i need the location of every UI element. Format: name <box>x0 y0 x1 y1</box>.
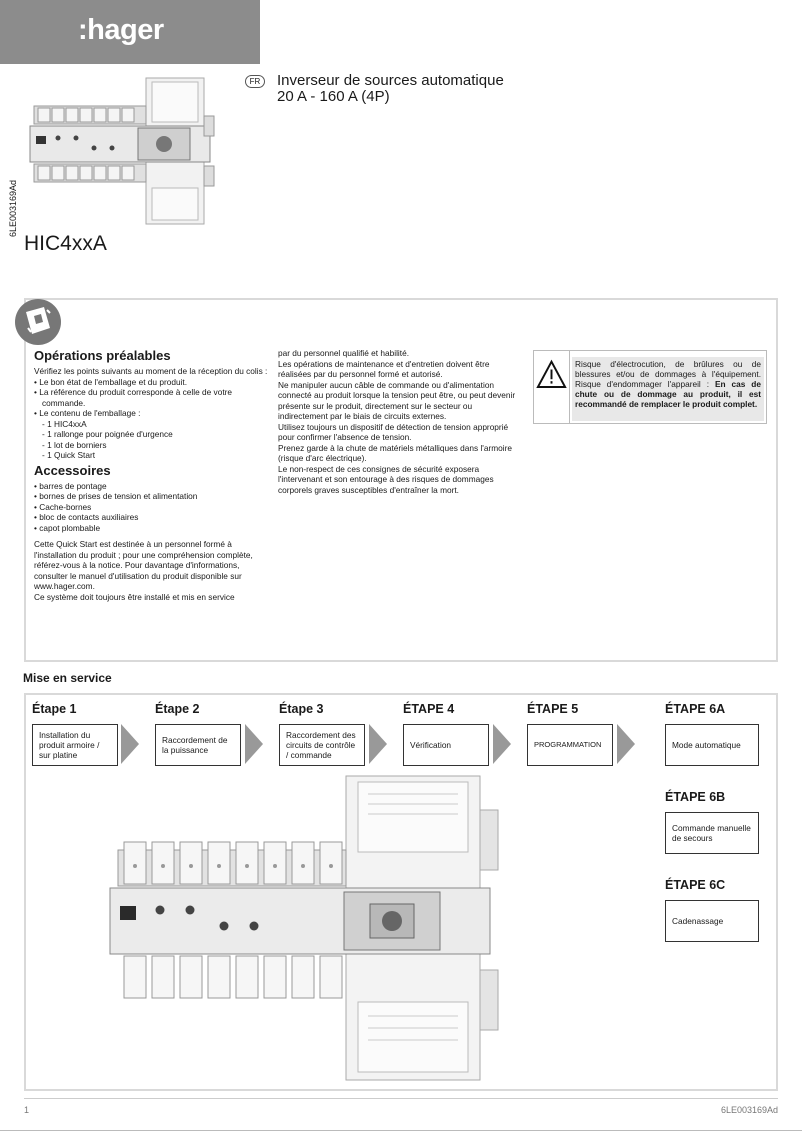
step-5-box: PROGRAMMATION <box>527 724 613 766</box>
step-3-title: Étape 3 <box>279 702 324 716</box>
prelim-intro: Vérifiez les points suivants au moment de la réception du colis : <box>34 366 268 376</box>
footer-divider <box>24 1098 778 1099</box>
warning-triangle-icon <box>534 351 570 423</box>
column-prelim <box>34 348 270 602</box>
check-item: • La référence du produit corresponde à celle de votre commande. <box>34 387 233 408</box>
product-image-large <box>108 770 538 1082</box>
warning-text: Risque d'électrocution, de brûlures ou de blessures et/ou de dommages à l'équipement. Risque d'endommager l'appareil : En cas de chute ou de dommage au produit, il est recommandé de remplacer le produit complet. <box>572 357 764 421</box>
product-image-small <box>28 76 228 226</box>
step-1-title: Étape 1 <box>32 702 77 716</box>
document-reference: 6LE003169Ad <box>720 1105 778 1115</box>
vertical-doc-code: 6LE003169Ad <box>8 179 18 237</box>
model-name: HIC4xxA <box>24 232 107 255</box>
step-2-box: Raccordement de la puissance <box>155 724 241 766</box>
arrow-icon <box>617 724 635 764</box>
accessory-item: • barres de pontage <box>34 480 107 491</box>
content-item: - 1 Quick Start <box>42 450 96 460</box>
brand-bar <box>0 0 260 64</box>
step-2-title: Étape 2 <box>155 702 200 716</box>
content-item: - 1 rallonge pour poignée d'urgence <box>42 429 173 439</box>
step-6a-title: ÉTAPE 6A <box>665 702 726 716</box>
safety-paragraph: Prenez garde à la chute de matériels métalliques dans l'armoire (risque d'arc électrique). <box>278 442 513 463</box>
content-item: - 1 HIC4xxA <box>42 418 87 429</box>
arrow-icon <box>369 724 387 764</box>
safety-paragraph: Les opérations de maintenance et d'entretien doivent être réalisées par du personnel formé et autorisé. <box>278 358 490 379</box>
quickstart-paragraph: Cette Quick Start est destinée à un personnel formé à l'installation du produit ; pour une compréhension complète, référez-vous à la notice. Pour davantage d'informations, consulter le manuel d'utilisation du produit disponible sur www.hager.com. <box>34 539 253 591</box>
step-6c-title: ÉTAPE 6C <box>665 878 726 892</box>
column-safety <box>278 348 524 495</box>
accessory-item: • bornes de prises de tension et alimentation <box>34 491 198 501</box>
safety-paragraph: Le non-respect de ces consignes de sécurité exposera l'intervenant et son entourage à des risques de dommages corporels graves susceptibles d'entraîner la mort. <box>278 463 494 495</box>
content-item: - 1 lot de borniers <box>42 439 107 450</box>
arrow-icon <box>121 724 139 764</box>
arrow-icon <box>493 724 511 764</box>
page-title: Inverseur de sources automatique 20 A - 160 A (4P) <box>277 72 504 105</box>
accessory-item: • bloc de contacts auxiliaires <box>34 512 139 522</box>
step-6b-title: ÉTAPE 6B <box>665 790 726 804</box>
accessories-heading: Accessoires <box>34 462 111 478</box>
section-heading: Mise en service <box>23 671 112 685</box>
accessory-item: • capot plombable <box>34 522 101 533</box>
step-3-box: Raccordement des circuits de contrôle / commande <box>279 724 365 766</box>
step-5-title: ÉTAPE 5 <box>527 702 579 716</box>
install-paragraph: Ce système doit toujours être installé et mis en service <box>34 591 235 602</box>
safety-paragraph: Utilisez toujours un dispositif de détection de tension approprié pour confirmer l'absence de tension. <box>278 421 509 442</box>
check-item: • Le contenu de l'emballage : <box>34 408 141 418</box>
language-badge: FR <box>245 75 265 88</box>
page-edge <box>0 1130 802 1131</box>
step-6b-box: Commande manuelle de secours <box>665 812 759 854</box>
arrow-icon <box>245 724 263 764</box>
step-6a-box: Mode automatique <box>665 724 759 766</box>
warning-box <box>533 350 767 424</box>
accessory-item: • Cache-bornes <box>34 501 92 512</box>
product-box-icon <box>14 298 62 346</box>
page-number: 1 <box>24 1105 30 1115</box>
step-6c-box: Cadenassage <box>665 900 759 942</box>
prelim-heading: Opérations préalables <box>34 348 171 363</box>
safety-paragraph: Ne manipuler aucun câble de commande ou d'alimentation connecté au produit lorsque la tension peut être, ou peut devenir présente sur le produit, directement sur le secteur ou indirectement par le biais de circuits externes. <box>278 379 516 421</box>
hager-logo: :hager <box>78 14 164 46</box>
safety-paragraph: par du personnel qualifié et habilité. <box>278 348 409 358</box>
step-4-title: ÉTAPE 4 <box>403 702 455 716</box>
step-1-box: Installation du produit armoire / sur platine <box>32 724 118 766</box>
check-item: • Le bon état de l'emballage et du produit. <box>34 376 188 387</box>
step-4-box: Vérification <box>403 724 489 766</box>
